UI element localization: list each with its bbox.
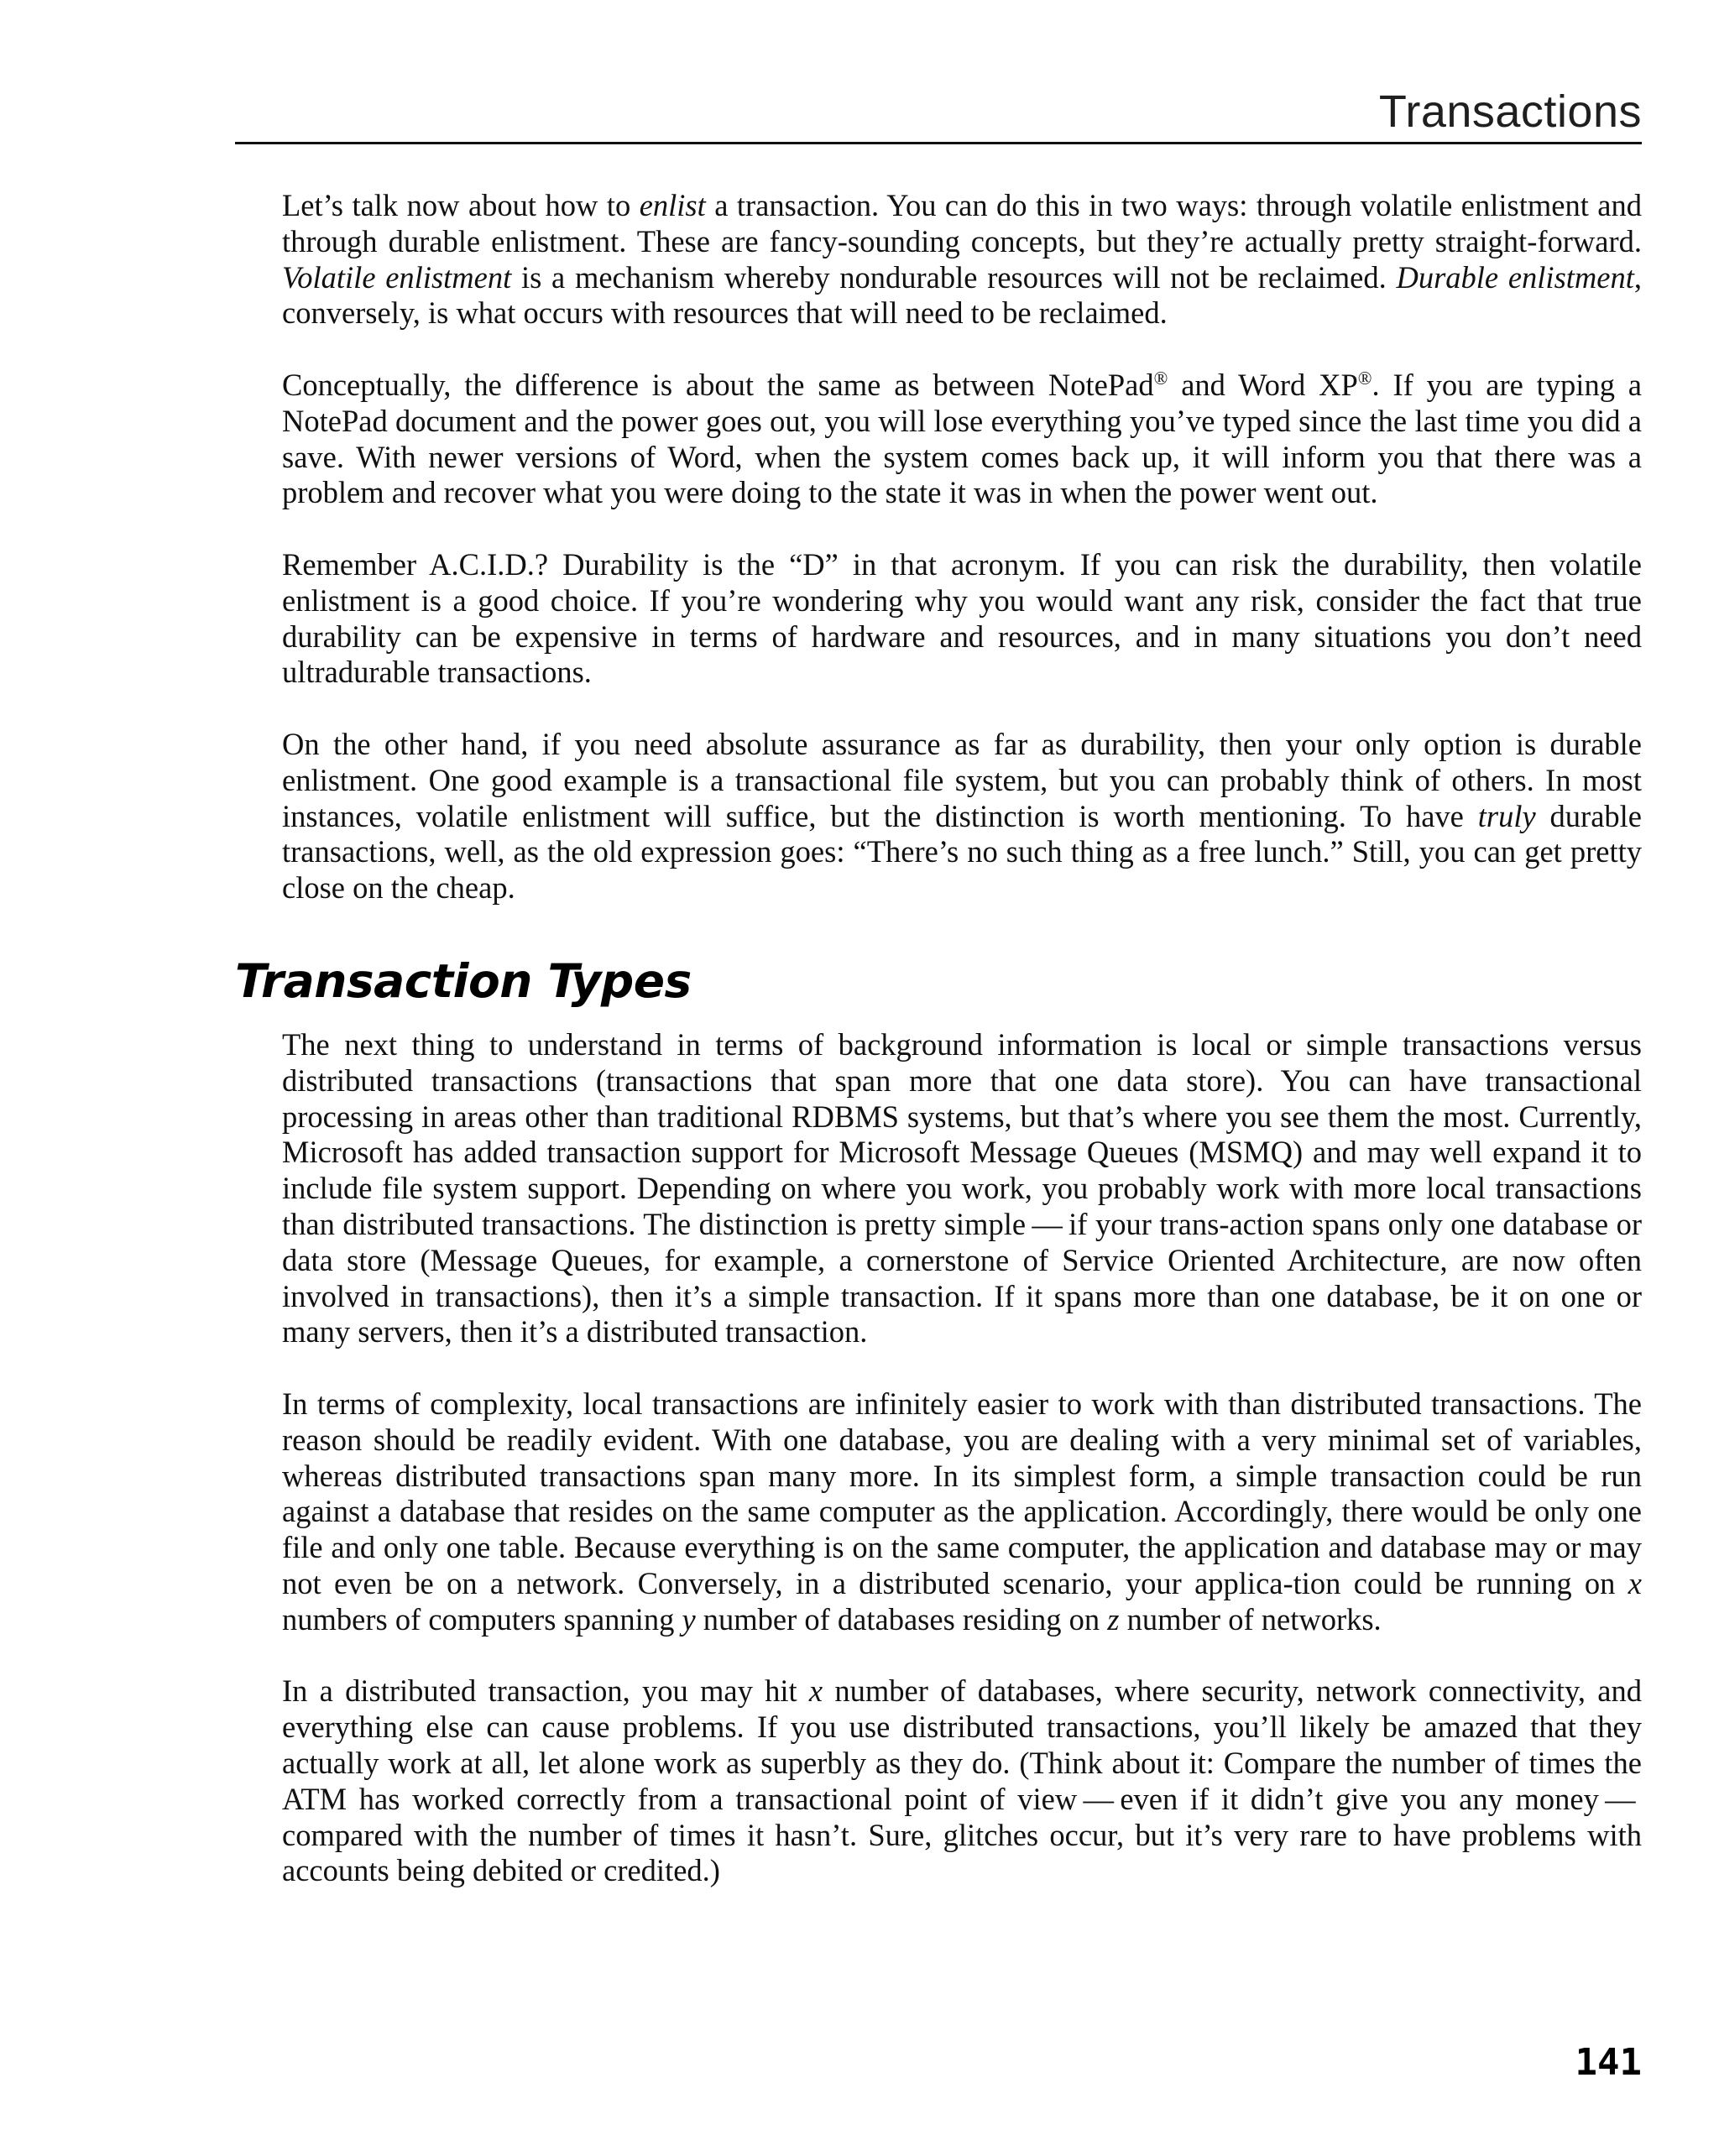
transaction-types-section — [282, 1027, 1642, 1925]
term-truly: truly — [1477, 798, 1536, 833]
variable-x: x — [1628, 1565, 1642, 1600]
variable-x: x — [808, 1673, 823, 1709]
paragraph-local-vs-distributed: The next thing to understand in terms of background information is local or simple transactions versus distributed transactions (transactions that span more that one data store). You can have transactional processing in areas other than traditional RDBMS systems, but that’s where you see them the most. Currently, Microsoft has added transaction support for Microsoft Message Queues (MSMQ) and may well expand it to include file system support. Depending on where you work, you probably work with more local transactions than distributed transactions. The distinction is pretty simple — if your trans-action spans only one database or data store (Message Queues, for example, a cornerstone of Service Oriented Architecture, are now often involved in transactions), then it’s a simple transaction. If it spans more than one database, be it on one or many servers, then it’s a distributed transaction. — [282, 1027, 1642, 1349]
variable-z: z — [1107, 1601, 1120, 1637]
paragraph-enlist-intro: Let’s talk now about how to enlist a transaction. You can do this in two ways: through volatile enlistment and through durable enlistment. These are fancy-sounding concepts, but they’re actually pretty straight-forward. Volatile enlistment is a mechanism whereby nondurable resources will not be reclaimed. Durable enlistment, conversely, is what occurs with resources that will need to be reclaimed. — [282, 188, 1643, 331]
running-header-title: Transactions — [1378, 86, 1642, 137]
section-heading-transaction-types: Transaction Types — [235, 954, 692, 1008]
paragraph-durable-option: On the other hand, if you need absolute assurance as far as durability, then your only option is durable enlistment. One good example is a transactional file system, but you can probably think of others. In most instances, volatile enlistment will suffice, but the distinction is worth mentioning. To have truly durable transactions, well, as the old expression goes: “There’s no such thing as a free lunch.” Still, you can get pretty close on the cheap. — [282, 726, 1643, 906]
enlistment-section — [282, 188, 1642, 942]
paragraph-complexity: In terms of complexity, local transactions are infinitely easier to work with than distributed transactions. The reason should be readily evident. With one database, you are dealing with a very minimal set of variables, whereas distributed transactions span many more. In its simplest form, a simple transaction could be run against a database that resides on the same computer as the application. Accordingly, there would be only one file and only one table. Because everything is on the same computer, the application and database may or may not even be on a network. Conversely, in a distributed scenario, your applica-tion could be running on x numbers of computers spanning y number of databases residing on z number of networks. — [282, 1386, 1642, 1637]
variable-y: y — [682, 1601, 696, 1637]
term-durable-enlistment: Durable enlistment — [1396, 259, 1634, 295]
paragraph-distributed-problems: In a distributed transaction, you may hit x number of databases, where security, network connectivity, and everything else can cause problems. If you use distributed transactions, you’ll likely be amazed that they actually work at all, let alone work as superbly as they do. (Think about it: Compare the number of times the ATM has worked correctly from a transactional point of view — even if it didn’t give you any money — compared with the number of times it hasn’t. Sure, glitches occur, but it’s very rare to have problems with accounts being debited or credited.) — [282, 1673, 1642, 1888]
running-header — [235, 77, 1642, 144]
paragraph-notepad-word: Conceptually, the difference is about the same as between NotePad® and Word XP®. If you are typing a NotePad document and the power goes out, you will lose everything you’ve typed since the last time you did a save. With newer versions of Word, when the system comes back up, it will inform you that there was a problem and recover what you were doing to the state it was in when the power went out. — [282, 367, 1642, 510]
term-volatile-enlistment: Volatile enlistment — [282, 259, 512, 295]
registered-mark: ® — [1357, 367, 1372, 389]
registered-mark: ® — [1153, 367, 1168, 389]
page-number: 141 — [1575, 2041, 1642, 2084]
term-enlist: enlist — [639, 188, 706, 222]
paragraph-acid: Remember A.C.I.D.? Durability is the “D” in that acronym. If you can risk the durability, then volatile enlistment is a good choice. If you’re wondering why you would want any risk, consider the fact that true durability can be expensive in terms of hardware and resources, and in many situations you don’t need ultradurable transactions. — [282, 546, 1642, 690]
